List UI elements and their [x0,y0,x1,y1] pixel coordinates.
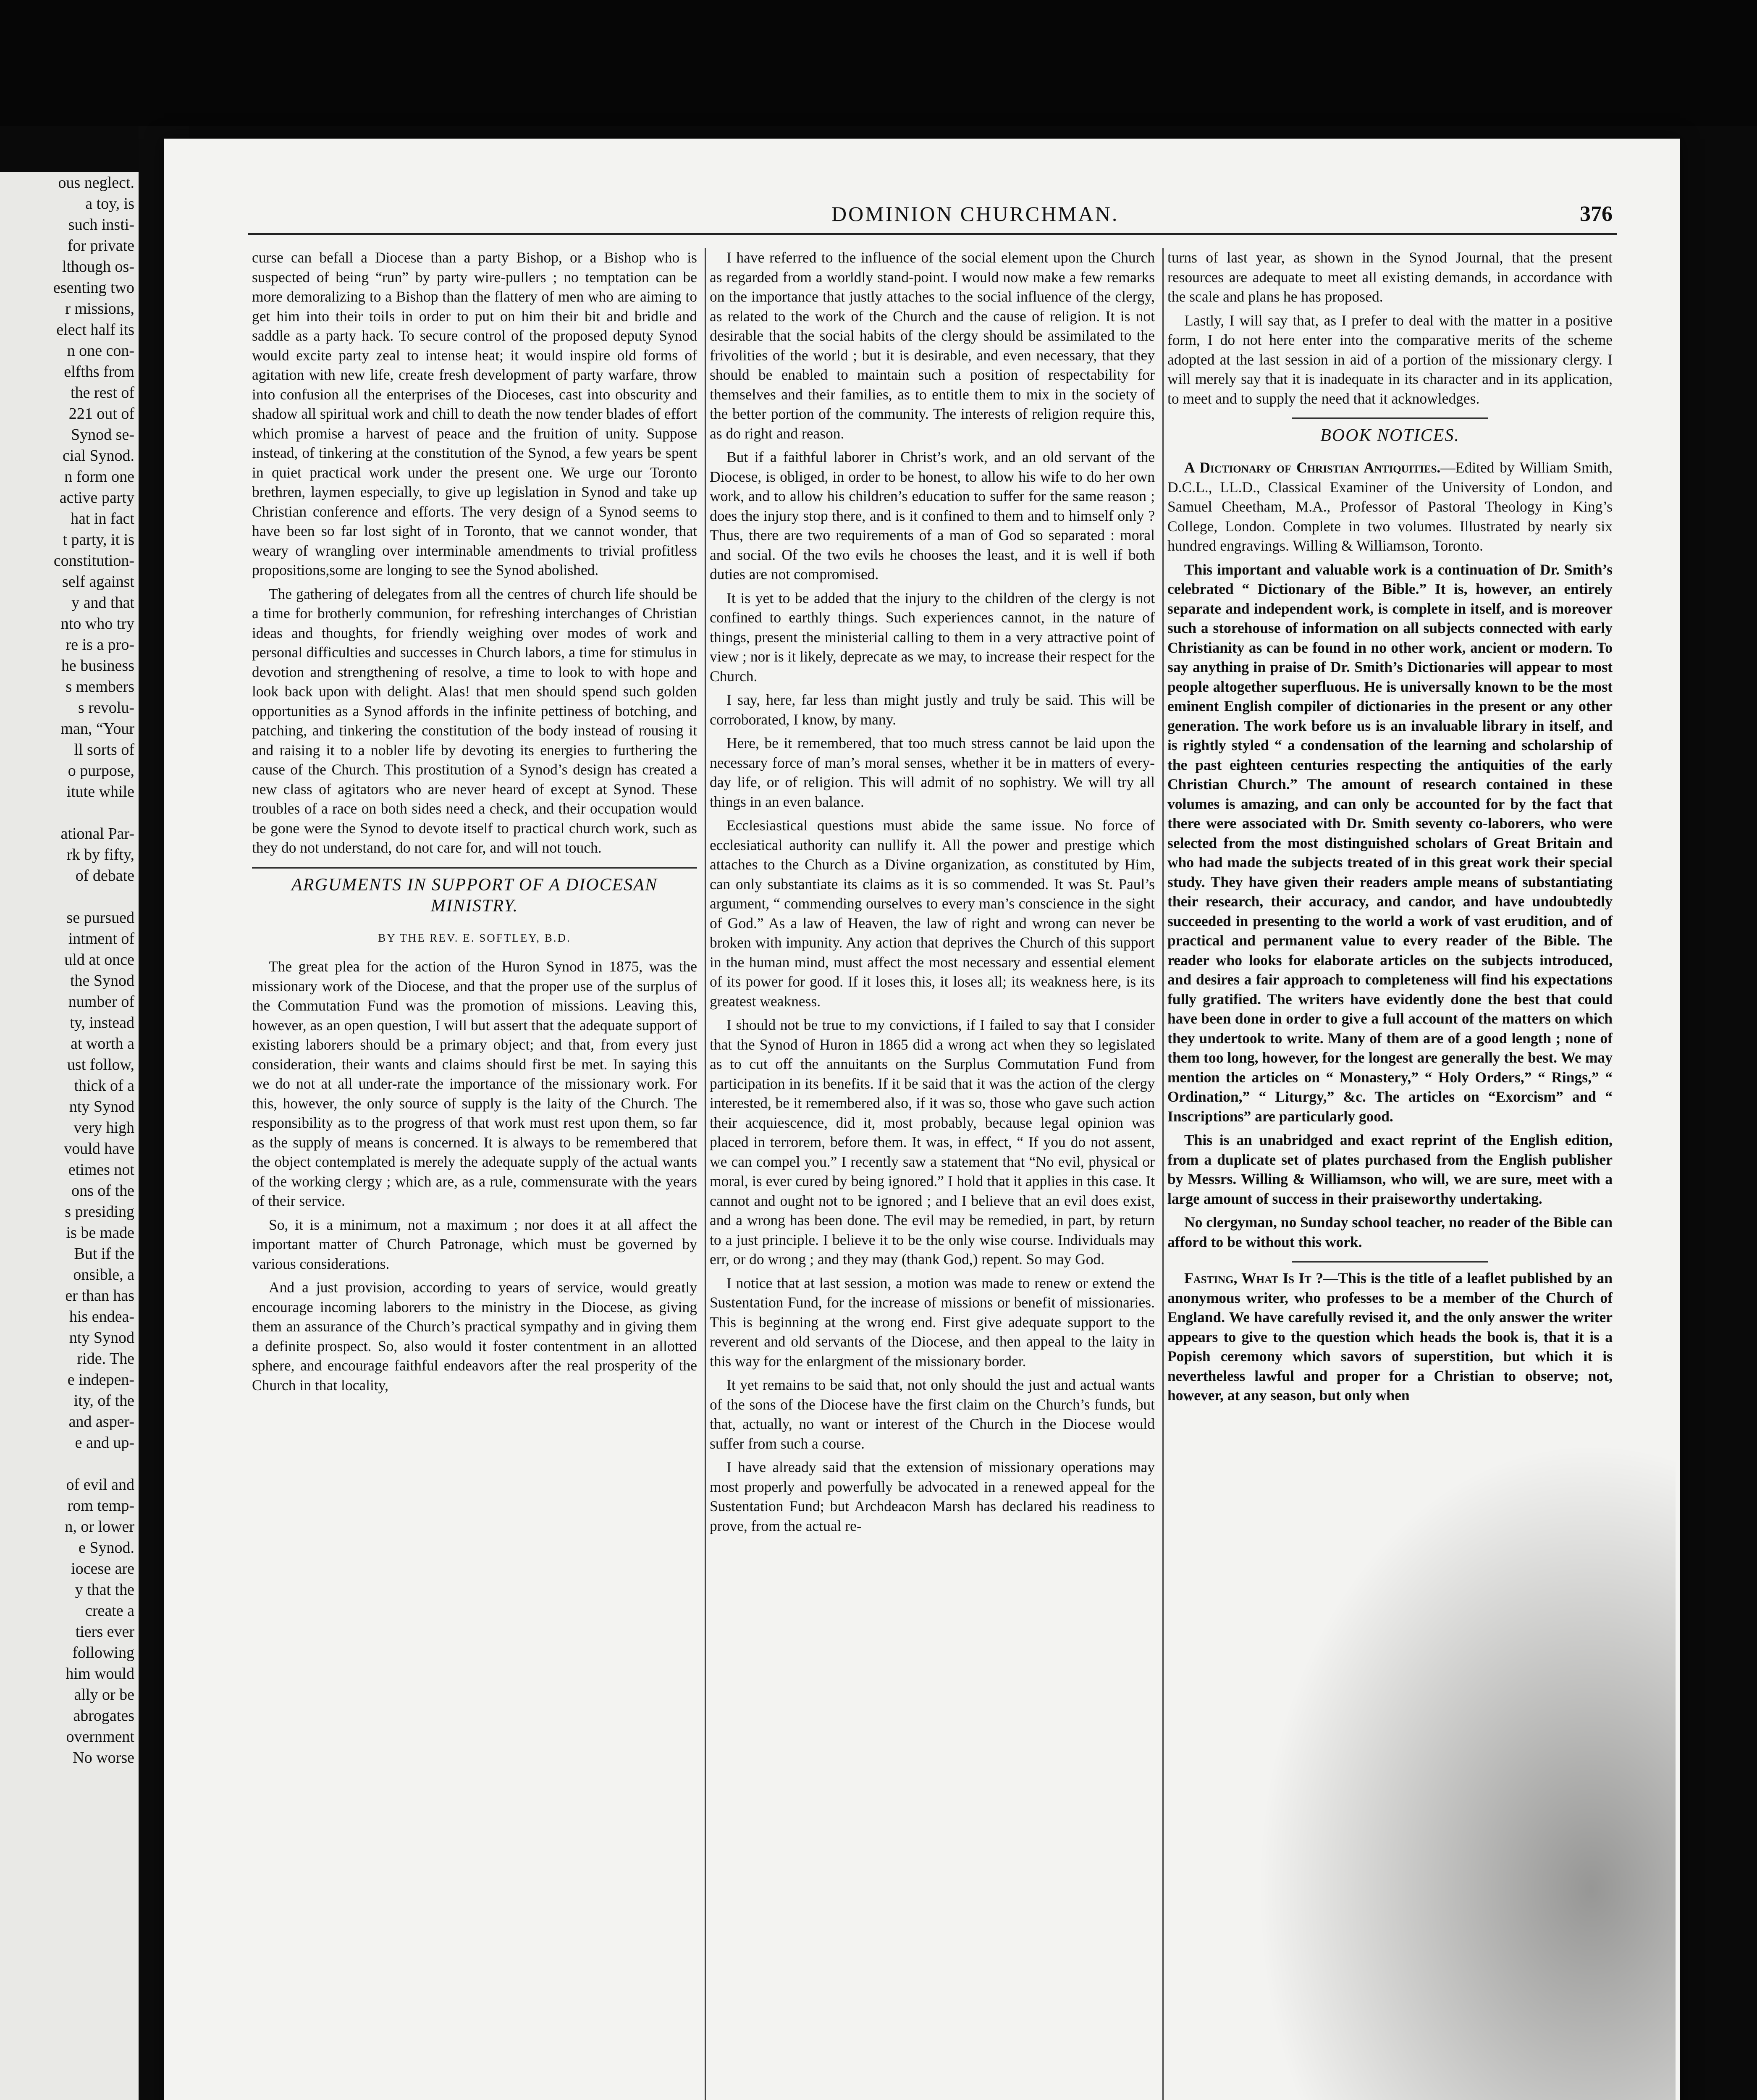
header-rule [248,233,1617,235]
previous-page-line: create a [85,1602,134,1620]
paragraph: I should not be true to my convictions, if I failed to say that I consider that the Synod of Huron in 1865 did a wrong act when they so legislated as to cut off the annuitants on the Surplus Commutation Fund from participation in its benefits. If it be said that it was the action of the clergy interested, be it remembered also, if it was so, those who gave such action their acquiescence, did it, most probably, because legal opinion was placed in terrorem, before them. It was, in effect, “ If you do not assent, we can compel you.” I recently saw a statement that “No evil, physical or moral, is ever cured by being ignored.” I hold that it applies in this case. It cannot and ought not to be ignored ; and I believe that an evil does exist, and a wrong has been done. The evil may be remedied, in part, by return to a just principle. I believe it to be the only wise course. Individuals may err, or do wrong ; and they may (thank God,) repent. So may God. [710,1016,1155,1268]
previous-page-line: s revolu- [78,699,134,717]
previous-page-line: overnment [66,1728,134,1746]
running-head: DOMINION CHURCHMAN. [831,202,1119,226]
previous-page-line: self against [62,573,134,591]
previous-page-line [0,1453,139,1474]
middle-column [710,248,1155,2100]
previous-page-line: ational Par- [60,825,134,843]
page-number: 376 [1580,202,1613,226]
section-rule [252,867,697,869]
previous-page-line: n form one [64,468,134,486]
previous-page-line: ally or be [74,1686,134,1704]
previous-page-line: r missions, [65,300,134,318]
previous-page-line: constitution- [53,552,134,570]
previous-page-line: 221 out of [68,405,134,423]
previous-page-line: the rest of [71,384,134,402]
previous-page-line: e indepen- [67,1371,134,1389]
left-column [252,248,697,2100]
previous-page-line: hat in fact [71,510,134,528]
paragraph: I say, here, far less than might justly and truly be said. This will be corroborated, I know, by many. [710,691,1155,728]
previous-page-line: itute while [66,783,134,801]
previous-page-line: ous neglect. [58,174,134,192]
previous-page-line: s presiding [65,1203,134,1221]
previous-page-line: tiers ever [75,1623,134,1641]
scan-border-top [0,0,1757,126]
paragraph: I have already said that the extension of missionary operations may most properly and powerfully be advocated in a renewed appeal for the Sustentation Fund; but Archdeacon Marsh has declared his readiness to prove, from the actual re- [710,1459,1155,1534]
previous-page-line: the Synod [70,972,134,990]
previous-page-line: abrogates [73,1707,134,1725]
paragraph: It is yet to be added that the injury to the children of the clergy is not confined to earthly things. Such experiences cannot, in the nature of things, present the ministerial calling to them in a very attractive point of view ; nor is it likely, deprecate as we may, to increase their respect for the Church. [710,589,1155,685]
previous-page-edge [0,172,139,2100]
previous-page-line: nto who try [60,615,134,633]
paragraph: Ecclesiastical questions must abide the same issue. No force of ecclesiatical authority can nullify it. All the power and prestige which attaches to the Church as a Divine organization, as constituted by Him, can only substantiate its claims as it is so commended. It was St. Paul’s argument, “ commending ourselves to every man’s conscience in the sight of God.” As a law of Heaven, the law of right and wrong can never be broken with impunity. Any action that deprives the Church of this support in the human mind, must affect the most necessary and essential element of its power for good. If it loses this, it loses all; its weakness here, is its greatest weakness. [710,817,1155,1010]
previous-page-line: lthough os- [62,258,134,276]
paragraph: I notice that at last session, a motion was made to renew or extend the Sustentation Fund, for the increase of missions or benefit of missionaries. This is beginning at the wrong end. First give adequate support to the reverent and old servants of the Diocese, and then appeal to the laity in this way for the enlargment of the missionary border. [710,1274,1155,1370]
previous-page-line [0,802,139,823]
section-rule [1292,1261,1488,1263]
previous-page-line: nty Synod [69,1098,134,1116]
previous-page-line: t party, it is [63,531,134,549]
book-notice [1167,458,1613,556]
previous-page-line: he business [61,657,134,675]
previous-page-line: rk by fifty, [66,846,134,864]
paragraph: turns of last year, as shown in the Synod Journal, that the present resources are adequate to meet all existing demands, in accordance with the scale and plans he has proposed. [1167,249,1613,305]
notice-title: Fasting, What Is It ? [1184,1270,1324,1286]
previous-page-line: o purpose, [68,762,134,780]
previous-page-line: vould have [64,1140,134,1158]
column-rule [705,248,706,2100]
previous-page-line: onsible, a [73,1266,134,1284]
article-byline: BY THE REV. E. SOFTLEY, B.D. [378,931,571,944]
paragraph: And a just provision, according to years of service, would greatly encourage incoming laborers to the ministry in the Diocese, as giving them an assurance of the Church’s practical sympathy and in giving them a definite prospect. So, also would it foster contentment in an allotted sphere, and encourage faithful endeavors after the real prosperity of the Church in that locality, [252,1279,697,1394]
previous-page-line: ty, instead [70,1014,134,1032]
previous-page-line: elfths from [64,363,134,381]
section-rule [1292,417,1488,419]
previous-page-line: following [72,1644,134,1662]
previous-page-line: his endea- [69,1308,134,1326]
previous-page-line: very high [73,1119,134,1137]
previous-page-line: ll sorts of [74,741,134,759]
previous-page-line: s members [66,678,134,696]
previous-page-line: rom temp- [67,1497,134,1515]
previous-page-line: iocese are [71,1560,134,1578]
previous-page-line: of evil and [66,1476,134,1494]
previous-page-line: Synod se- [71,426,134,444]
previous-page-line: re is a pro- [66,636,134,654]
previous-page-line: ity, of the [73,1392,134,1410]
notice-title: A Dictionary of Christian Antiquities. [1184,459,1441,476]
previous-page-line: se pursued [66,909,134,927]
previous-page-line: But if the [74,1245,134,1263]
previous-page-line: n one con- [67,342,134,360]
previous-page-line: number of [68,993,134,1011]
previous-page-line: uld at once [64,951,134,969]
paragraph: No clergyman, no Sunday school teacher, no reader of the Bible can afford to be without this work. [1167,1214,1613,1250]
notice-details: —Edited by William Smith, D.C.L., LL.D., Classical Examiner of the University of London, and Samuel Cheetham, M.A., Professor of Pastoral Theology in King’s College, London. Complete in two volumes. Illustrated by nearly six hundred engravings. Willing & Williamson, Toronto. [1167,459,1613,554]
paragraph: The great plea for the action of the Huron Synod in 1875, was the missionary work of the Diocese, and that the proper use of the surplus of the Commutation Fund was the promotion of missions. Leaving this, however, as an open question, I will but assert that the adequate support of existing laborers should be a primary object; and that, from every just consideration, their wants and claims should first be met. In saying this we do not at all under-rate the importance of the missionary work. For this, however, the only source of supply is the laity of the Church. The responsibility as to the progress of that work must rest upon them, so far as the supply of means is concerned. It is always to be remembered that the object contemplated is merely the adequate supply of the actual wants of the working clergy ; which are, as a rule, commensurate with the years of their service. [252,958,697,1209]
previous-page-line: y and that [71,594,134,612]
section-title: BOOK NOTICES. [1320,426,1460,445]
previous-page-line: e and up- [75,1434,134,1452]
previous-page-line: at worth a [71,1035,134,1053]
previous-page-line: intment of [68,930,134,948]
previous-page-line: esenting two [53,279,134,297]
previous-page-line: and asper- [68,1413,134,1431]
paragraph: So, it is a minimum, not a maximum ; nor does it at all affect the important matter of Church Patronage, which must be governed by various considerations. [252,1216,697,1272]
previous-page-line: cial Synod. [63,447,134,465]
paragraph: This is an unabridged and exact reprint of the English edition, from a duplicate set of plates purchased from the English publisher by Messrs. Willing & Williamson, who will, we are sure, meet with a large amount of success in their praiseworthy undertaking. [1167,1131,1613,1207]
previous-page-line: active party [59,489,134,507]
previous-page-line: him would [66,1665,134,1683]
right-column [1167,248,1613,2100]
previous-page-line: n, or lower [65,1518,134,1536]
previous-page-line: ons of the [71,1182,134,1200]
previous-page-line: er than has [65,1287,134,1305]
previous-page-line: is be made [66,1224,134,1242]
previous-page-line: No worse [73,1749,134,1767]
paragraph: curse can befall a Diocese than a party Bishop, or a Bishop who is suspected of being “run” by party wire-pullers ; no temptation can be more demoralizing to a Bishop than the flattery of men who are aiming to get him into their toils in order to put on him their bit and bridle and saddle as a party hack. To secure control of the proposed deputy Synod would excite party zeal to intense heat; it would inspire old forms of agitation with new life, create fresh development of party warfare, throw into confusion all the enterprises of the Dioceses, cast into obscurity and shadow all spiritual work and chill to death the now tender blades of effort which promise a harvest of peace and the fruition of unity. Suppose instead, of tinkering at the constitution of the Synod, a few years be spent in quiet practical work under the present one. We urge our Toronto brethren, laymen especially, to give up legislation in Synod and take up Christian conference and efforts. The very design of a Synod seems to have been so far lost sight of in Toronto, that we cannot wonder, that weary of wrangling over interminable amendments to trivial profitless propositions,some are longing to see the Synod abolished. [252,249,697,578]
previous-page-line: such insti- [68,216,134,234]
paragraph: I have referred to the influence of the social element upon the Church as regarded from a worldly stand-point. I would now make a few remarks on the importance that justly attaches to the social influence of the clergy, as related to the work of the Church and the cause of religion. It is not desirable that the social habits of the clergy should be assimilated to the frivolities of the world ; but it is desirable, and even necessary, that they should be enabled to maintain such a position of respectability for themselves and their families, as to entitle them to mix in the society of the better portion of the community. The interests of religion require this, as do right and reason. [710,249,1155,442]
previous-page-line: y that the [75,1581,134,1599]
book-notice [1167,1268,1613,1405]
notice-details: —This is the title of a leaflet published by an anonymous writer, who professes to be a member of the Church of England. We have carefully revised it, and the only answer the writer appears to give to the question which heads the book is, that it is a Popish ceremony which savors of superstition, but which it is nevertheless lawful and proper for a Christian to observe; not, however, at any season, but only when [1167,1270,1613,1404]
previous-page-line: of debate [75,867,134,885]
paragraph: The gathering of delegates from all the centres of church life should be a time for brotherly communion, for refreshing interchanges of Christian ideas and thoughts, for friendly weighing over modes of work and personal difficulties and successes in Church labors, a time for stimulus in devotion and strengthening of resolve, a time to look to with hope and look back upon with delight. Alas! that men should spend such golden opportunities as a Synod affords in the infinite pettiness of botching, and patching, and tinkering the constitution of the body instead of rousing it and raising it to a nobler life by devoting its energies to furthering the cause of the Church. This prostitution of a Synod’s design has created a new class of agitators who are never heard of except at Synod. These troubles of a race on both sides need a check, and their occupation would be gone were the Synod to devote itself to practical church work, such as they do not understand, do not care for, and will not touch. [252,585,697,856]
paragraph: Here, be it remembered, that too much stress cannot be laid upon the necessary force of man’s moral senses, whether it be in matters of every-day life, or of religion. This will admit of no sophistry. We will try all things in an even balance. [710,735,1155,810]
paragraph: But if a faithful laborer in Christ’s work, and an old servant of the Diocese, is obliged, in order to be honest, to allow his wife to do her own work, and to allow his children’s education to suffer for the same reason ; does the injury stop there, and is it confined to them and to himself only ? Thus, there are two requirements of a man of God so separated : moral and social. Of the two evils he chooses the least, and it is well if both duties are not compromised. [710,449,1155,583]
previous-page-line [0,886,139,907]
previous-page-line: thick of a [74,1077,134,1095]
paragraph: Lastly, I will say that, as I prefer to deal with the matter in a positive form, I do not here enter into the comparative merits of the scheme adopted at the last session in aid of a portion of the missionary clergy. I will merely say that it is inadequate in its character and in its application, to meet and to supply the need that it acknowledges. [1167,312,1613,407]
paragraph: It yet remains to be said that, not only should the just and actual wants of the sons of the Diocese have the first claim on the Church’s funds, but that, actually, no want or interest of the Church in the Diocese would suffer from such a course. [710,1376,1155,1452]
page-header [164,202,1680,235]
previous-page-line: man, “Your [60,720,134,738]
article-title: ARGUMENTS IN SUPPORT OF A DIOCESAN MINISTRY. [291,875,658,916]
column-rule [1162,248,1164,2100]
previous-page-line: elect half its [56,321,134,339]
newspaper-page [164,139,1680,2100]
previous-page-line: ride. The [77,1350,134,1368]
previous-page-line: etimes not [68,1161,134,1179]
previous-page-line: for private [67,237,134,255]
previous-page-line: a toy, is [85,195,134,213]
previous-page-line: nty Synod [69,1329,134,1347]
paragraph: This important and valuable work is a continuation of Dr. Smith’s celebrated “ Dictionary of the Bible.” It is, however, an entirely separate and independent work, is complete in itself, and is moreover such a storehouse of information on all subjects connected with early Christianity as can be found in no other work, ancient or modern. To say anything in praise of Dr. Smith’s Dictionaries will appear to most people altogether superfluous. He is universally known to be the most eminent English compiler of dictionaries in the present or any other generation. The work before us is an invaluable library in itself, and is rightly styled “ a condensation of the learning and scholarship of the past eighteen centuries respecting the antiquities of the early Christian Church.” The amount of research contained in these volumes is amazing, and can only be accounted for by the fact that there were associated with Dr. Smith seventy co-laborers, who were selected from the most distinguished scholars of Great Britain and who had made the subjects treated of in this great work their special study. They have given their readers ample means of substantiating their research, their accuracy, and candor, and have undoubtedly succeeded in presenting to the world a work of vast erudition, and of practical and permanent value to every reader of the Bible. The reader who looks for elaborate articles on the subjects introduced, and desires a fair approach to completeness will find his expectations fully gratified. The writers have evidently done the best that could have been done in order to give a full account of the matters on which they undertook to write. Many of them are of a good length ; none of them too long, however, for the longest are generally the best. We may mention the articles on “ Monastery,” “ Holy Orders,” “ Rings,” “ Ordination,” “ Liturgy,” &c. The articles on “Exorcism” and “ Inscriptions” are particularly good. [1167,561,1613,1125]
previous-page-line: e Synod. [79,1539,134,1557]
previous-page-line: ust follow, [67,1056,134,1074]
